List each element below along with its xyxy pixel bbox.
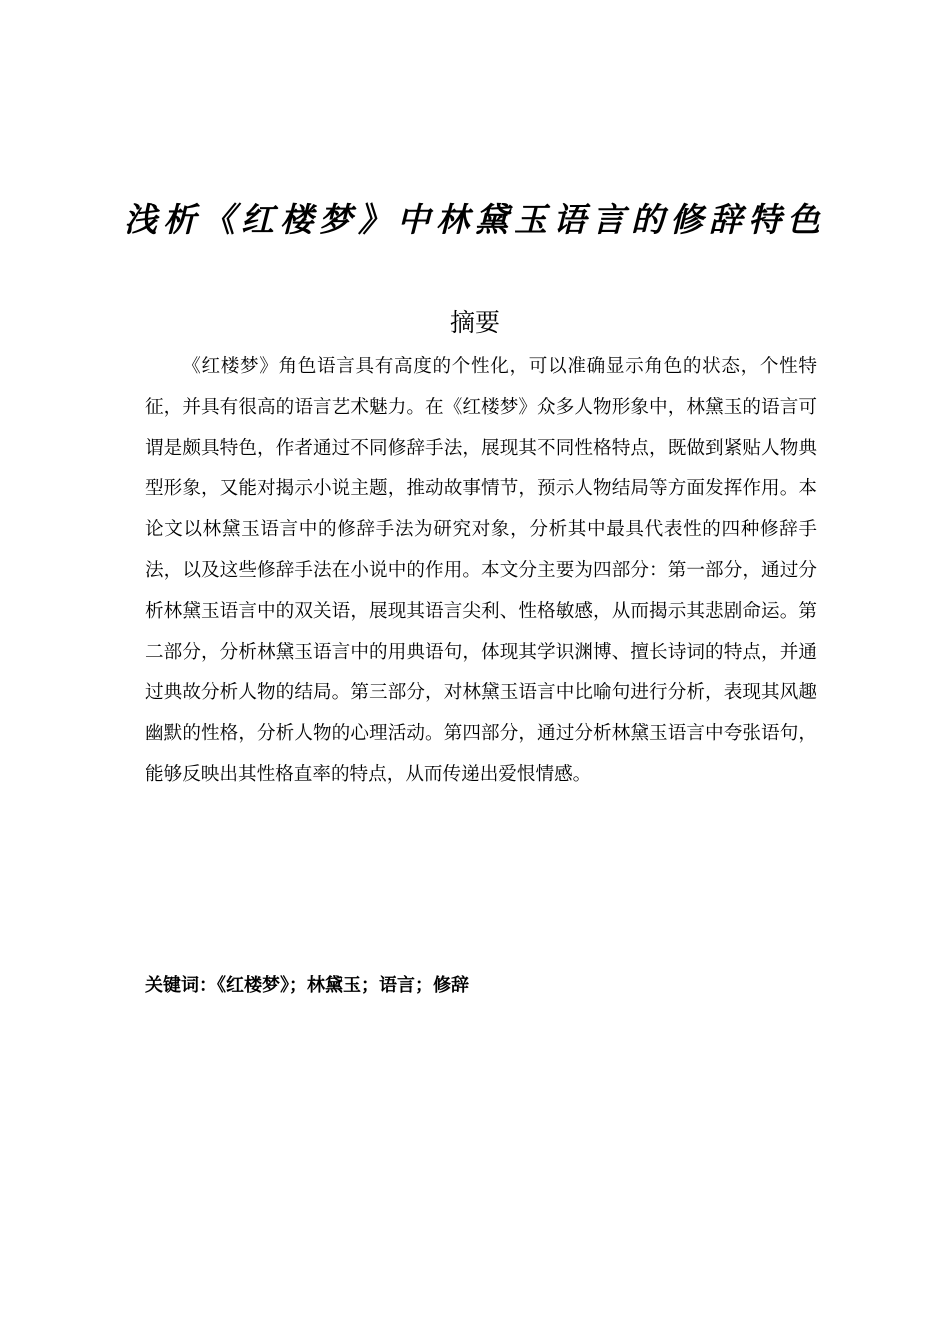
abstract-body: 《红楼梦》角色语言具有高度的个性化，可以准确显示角色的状态，个性特征，并具有很高的语言艺术魅力。在《红楼梦》众多人物形象中，林黛玉的语言可谓是颇具特色，作者通过不同修辞手法，展现其不同性格特点，既做到紧贴人物典型形象，又能对揭示小说主题，推动故事情节，预示人物结局等方面发挥作用。本论文以林黛玉语言中的修辞手法为研究对象，分析其中最具代表性的四种修辞手法，以及这些修辞手法在小说中的作用。本文分主要为四部分：第一部分，通过分析林黛玉语言中的双关语，展现其语言尖利、性格敏感，从而揭示其悲剧命运。第二部分，分析林黛玉语言中的用典语句，体现其学识渊博、擅长诗词的特点，并通过典故分析人物的结局。第三部分，对林黛玉语言中比喻句进行分析，表现其风趣幽默的性格，分析人物的心理活动。第四部分，通过分析林黛玉语言中夸张语句，能够反映出其性格直率的特点，从而传递出爱恨情感。: [145, 356, 817, 785]
document-title: 浅析《红楼梦》中林黛玉语言的修辞特色: [124, 200, 826, 239]
keywords-line: 关键词：《红楼梦》；林黛玉；语言；修辞: [145, 975, 469, 996]
abstract-heading: 摘要: [449, 308, 500, 337]
